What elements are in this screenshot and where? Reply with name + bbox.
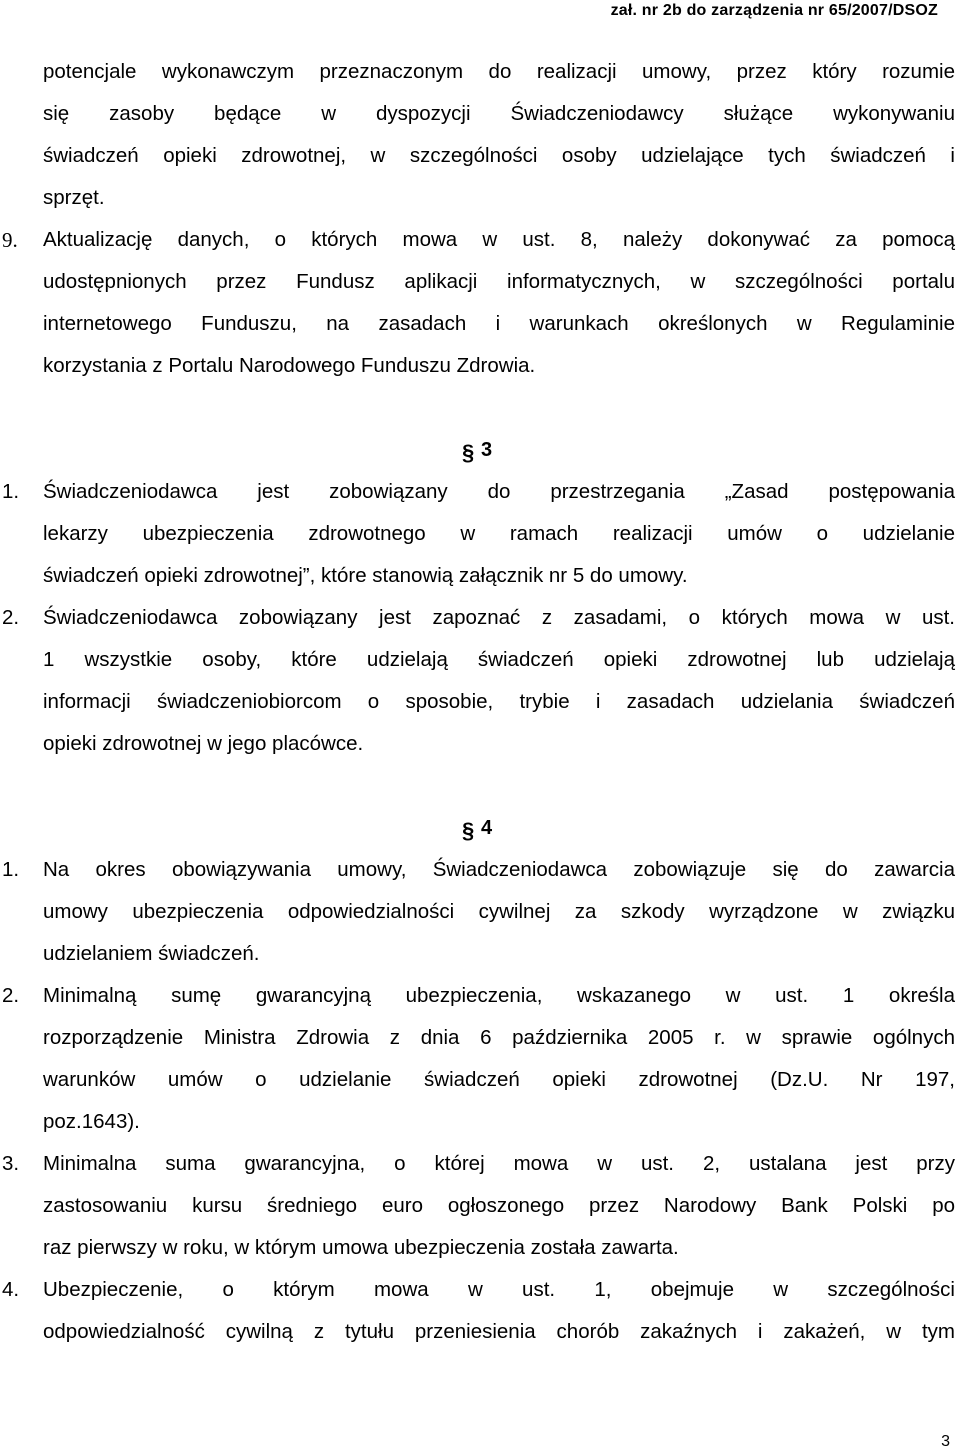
section-3-item-2-line: 2. Świadczeniodawca zobowiązany jest zapoznać z zasadami, o których mowa w ust. bbox=[0, 597, 955, 639]
item-number: 2. bbox=[2, 606, 20, 629]
document-reference-header: zał. nr 2b do zarządzenia nr 65/2007/DSOZ bbox=[610, 2, 938, 19]
list-item-9-line: udostępnionych przez Fundusz aplikacji informatycznych, w szczególności portalu bbox=[43, 270, 955, 293]
section-heading-4: § 4 bbox=[0, 807, 955, 849]
section-4-item-4-line: odpowiedzialność cywilną z tytułu przeniesienia chorób zakaźnych i zakażeń, w tym bbox=[43, 1320, 955, 1343]
list-item-9-line: korzystania z Portalu Narodowego Funduszu Zdrowia. bbox=[43, 354, 536, 377]
paragraph-line: potencjale wykonawczym przeznaczonym do realizacji umowy, przez który rozumie bbox=[43, 60, 955, 83]
section-4-item-3-line: raz pierwszy w roku, w którym umowa ubezpieczenia została zawarta. bbox=[43, 1236, 679, 1259]
section-4-item-1-line: umowy ubezpieczenia odpowiedzialności cywilnej za szkody wyrządzone w związku bbox=[43, 900, 955, 923]
section-3-item-1-line: świadczeń opieki zdrowotnej”, które stanowią załącznik nr 5 do umowy. bbox=[43, 564, 688, 587]
item-number: 1. bbox=[2, 480, 20, 503]
section-4-item-3-line: zastosowaniu kursu średniego euro ogłoszonego przez Narodowy Bank Polski po bbox=[43, 1194, 955, 1217]
section-3-item-1-line: lekarzy ubezpieczenia zdrowotnego w ramach realizacji umów o udzielanie bbox=[43, 522, 955, 545]
list-item-9-line: internetowego Funduszu, na zasadach i warunkach określonych w Regulaminie bbox=[43, 312, 955, 335]
section-4-item-2-line: poz.1643). bbox=[43, 1110, 140, 1133]
item-number: 3. bbox=[2, 1152, 20, 1175]
section-4-item-1-line: 1. Na okres obowiązywania umowy, Świadczeniodawca zobowiązuje się do zawarcia bbox=[0, 849, 955, 891]
section-3-item-2-line: 1 wszystkie osoby, które udzielają świadczeń opieki zdrowotnej lub udzielają bbox=[43, 648, 955, 671]
item-number: 4. bbox=[2, 1278, 20, 1301]
section-symbol: § bbox=[462, 818, 475, 843]
section-3-item-2-line: opieki zdrowotnej w jego placówce. bbox=[43, 732, 364, 755]
section-3-item-2-line: informacji świadczeniobiorcom o sposobie, trybie i zasadach udzielania świadczeń bbox=[43, 690, 955, 713]
page-number: 3 bbox=[941, 1433, 950, 1450]
item-number: 9. bbox=[2, 228, 18, 252]
section-symbol: § bbox=[462, 440, 475, 465]
section-4-item-3-line: 3. Minimalna suma gwarancyjna, o której mowa w ust. 2, ustalana jest przy bbox=[0, 1143, 955, 1185]
item-number: 1. bbox=[2, 858, 20, 881]
paragraph-line: świadczeń opieki zdrowotnej, w szczególności osoby udzielające tych świadczeń i bbox=[43, 144, 955, 167]
section-4-item-2-line: warunków umów o udzielanie świadczeń opieki zdrowotnej (Dz.U. Nr 197, bbox=[43, 1068, 955, 1091]
paragraph-line: sprzęt. bbox=[43, 186, 105, 209]
paragraph-line: się zasoby będące w dyspozycji Świadczeniodawcy służące wykonywaniu bbox=[43, 102, 955, 125]
section-heading-3: § 3 bbox=[0, 429, 955, 471]
section-4-item-4-line: 4. Ubezpieczenie, o którym mowa w ust. 1, obejmuje w szczególności bbox=[0, 1269, 955, 1311]
section-4-item-1-line: udzielaniem świadczeń. bbox=[43, 942, 260, 965]
section-3-item-1-line: 1. Świadczeniodawca jest zobowiązany do przestrzegania „Zasad postępowania bbox=[0, 471, 955, 513]
section-4-item-2-line: 2. Minimalną sumę gwarancyjną ubezpieczenia, wskazanego w ust. 1 określa bbox=[0, 975, 955, 1017]
section-4-item-2-line: rozporządzenie Ministra Zdrowia z dnia 6 października 2005 r. w sprawie ogólnych bbox=[43, 1026, 955, 1049]
document-body bbox=[0, 51, 955, 1353]
item-number: 2. bbox=[2, 984, 20, 1007]
list-item-9-line: 9. Aktualizację danych, o których mowa w ust. 8, należy dokonywać za pomocą bbox=[0, 219, 955, 261]
